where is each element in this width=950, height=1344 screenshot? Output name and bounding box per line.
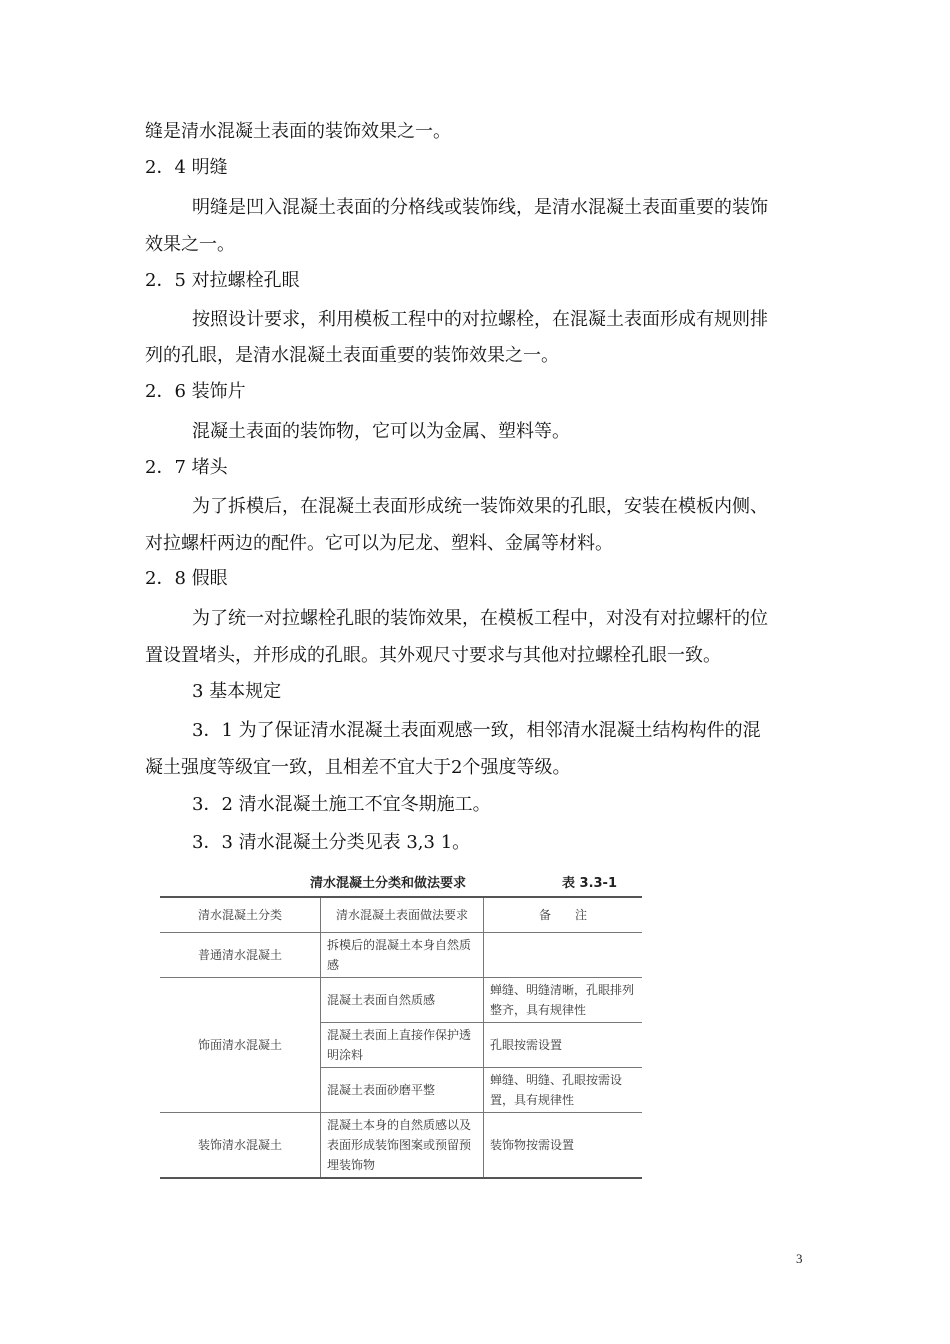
- paragraph-line: 缝是清水混凝土表面的装饰效果之一。: [145, 121, 451, 142]
- remark-cell: [484, 933, 643, 978]
- paragraph-line: 对拉螺杆两边的配件。它可以为尼龙、塑料、金属等材料。: [145, 533, 613, 554]
- paragraph-line: 3．2 清水混凝土施工不宜冬期施工。: [192, 794, 491, 815]
- remark-cell: 孔眼按需设置: [484, 1023, 643, 1068]
- paragraph-line: 置设置堵头，并形成的孔眼。其外观尺寸要求与其他对拉螺栓孔眼一致。: [145, 645, 721, 666]
- paragraph-line: 3．1 为了保证清水混凝土表面观感一致，相邻清水混凝土结构构件的混: [192, 720, 761, 741]
- category-cell: 普通清水混凝土: [160, 933, 321, 978]
- header-remark: 备 注: [484, 897, 643, 933]
- table-number: 表 3.3-1: [562, 876, 617, 891]
- table-header-row: [160, 897, 642, 933]
- remark-cell: 装饰物按需设置: [484, 1113, 643, 1179]
- method-cell: 混凝土表面上直接作保护透明涂料: [321, 1023, 484, 1068]
- remark-cell: 蝉缝、明缝清晰，孔眼排列整齐，具有规律性: [484, 978, 643, 1023]
- header-category: 清水混凝土分类: [160, 897, 321, 933]
- method-cell: 混凝土本身的自然质感以及表面形成装饰图案或预留预埋装饰物: [321, 1113, 484, 1179]
- table-row: [160, 978, 642, 1023]
- table-title: 清水混凝土分类和做法要求: [310, 876, 467, 891]
- table-row: [160, 933, 642, 978]
- paragraph-line: 列的孔眼，是清水混凝土表面重要的装饰效果之一。: [145, 345, 559, 366]
- section-heading: 2．7 堵头: [145, 457, 228, 478]
- paragraph-line: 效果之一。: [145, 234, 235, 255]
- paragraph-line: 凝土强度等级宜一致，且相差不宜大于2个强度等级。: [145, 757, 571, 778]
- paragraph-line: 按照设计要求，利用模板工程中的对拉螺栓，在混凝土表面形成有规则排: [192, 309, 768, 330]
- classification-table: [160, 896, 642, 1179]
- chapter-heading: 3 基本规定: [192, 681, 282, 702]
- method-cell: 混凝土表面自然质感: [321, 978, 484, 1023]
- section-heading: 2．8 假眼: [145, 568, 228, 589]
- page-number: 3: [796, 1251, 803, 1266]
- paragraph-line: 为了拆模后，在混凝土表面形成统一装饰效果的孔眼，安装在模板内侧、: [192, 496, 768, 517]
- category-cell: 装饰清水混凝土: [160, 1113, 321, 1179]
- paragraph-line: 为了统一对拉螺栓孔眼的装饰效果，在模板工程中，对没有对拉螺杆的位: [192, 608, 768, 629]
- section-heading: 2．4 明缝: [145, 157, 228, 178]
- method-cell: 混凝土表面砂磨平整: [321, 1068, 484, 1113]
- section-heading: 2．5 对拉螺栓孔眼: [145, 270, 300, 291]
- method-cell: 拆模后的混凝土本身自然质感: [321, 933, 484, 978]
- section-heading: 2．6 装饰片: [145, 381, 246, 402]
- paragraph-line: 明缝是凹入混凝土表面的分格线或装饰线，是清水混凝土表面重要的装饰: [192, 197, 768, 218]
- category-cell: 饰面清水混凝土: [160, 978, 321, 1113]
- remark-cell: 蝉缝、明缝、孔眼按需设置，具有规律性: [484, 1068, 643, 1113]
- paragraph-line: 混凝土表面的装饰物，它可以为金属、塑料等。: [192, 421, 570, 442]
- header-method: 清水混凝土表面做法要求: [321, 897, 484, 933]
- paragraph-line: 3．3 清水混凝土分类见表 3,3 1。: [192, 832, 471, 853]
- table-row: [160, 1113, 642, 1179]
